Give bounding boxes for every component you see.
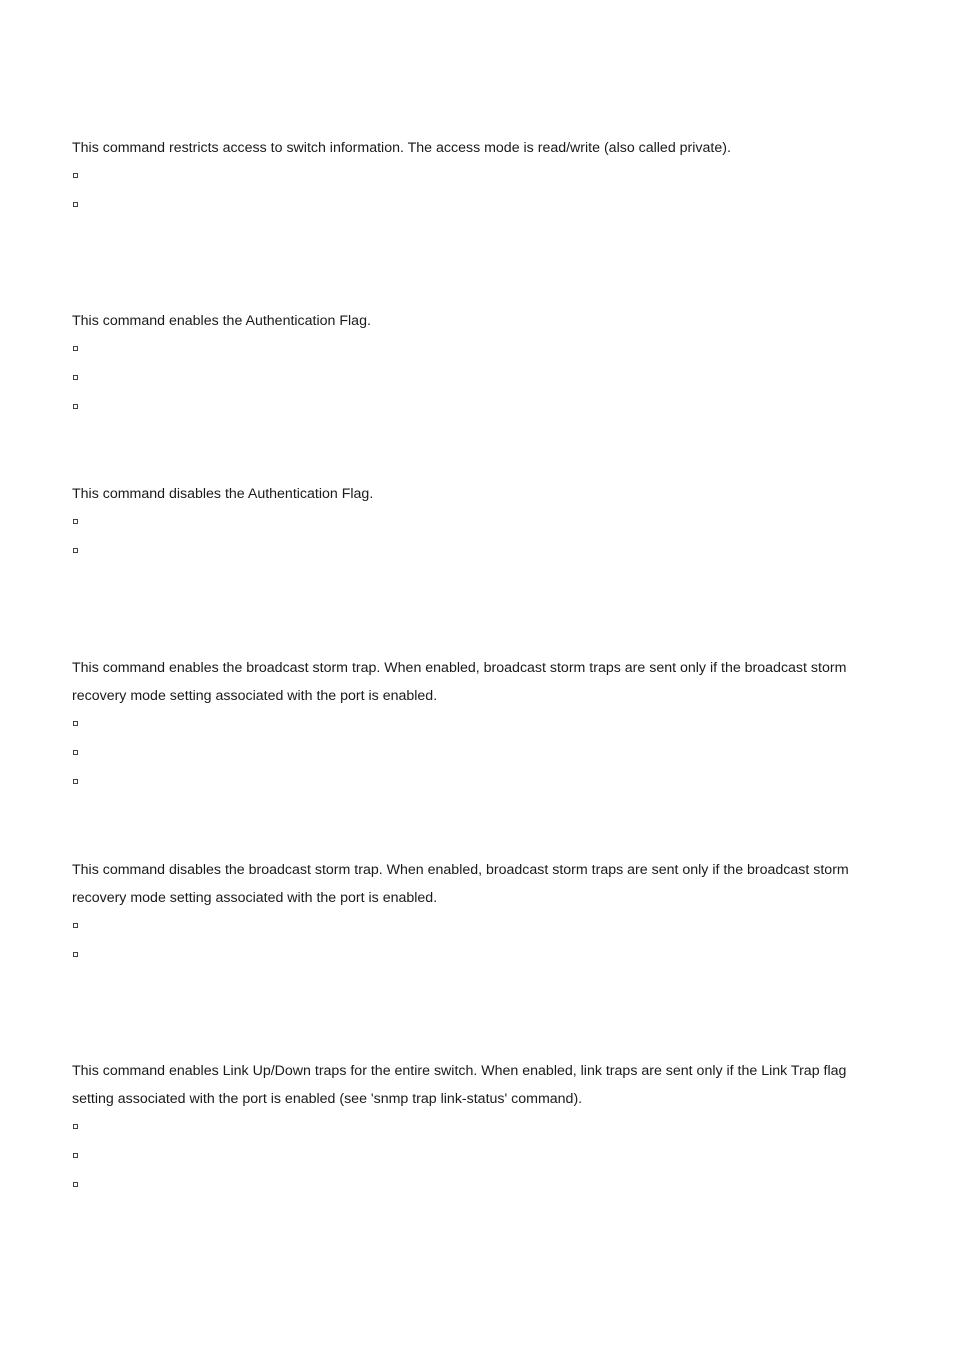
- list-item: [72, 162, 872, 191]
- list-item: [72, 1171, 872, 1200]
- section-auth-flag-enable: [72, 307, 872, 422]
- list-item: [72, 1142, 872, 1171]
- section-broadcast-storm-enable: [72, 654, 872, 797]
- square-bullet-icon: [73, 1182, 78, 1187]
- square-bullet-icon: [73, 923, 78, 928]
- square-bullet-icon: [73, 202, 78, 207]
- list-item: [72, 191, 872, 220]
- section-description: This command disables the broadcast storm trap. When enabled, broadcast storm traps are sent only if the broadcast storm recovery mode setting associated with the port is enabled.: [72, 862, 849, 906]
- square-bullet-icon: [73, 346, 78, 351]
- square-bullet-icon: [73, 1124, 78, 1129]
- list-item: [72, 537, 872, 566]
- list-item: [72, 364, 872, 393]
- square-bullet-icon: [73, 1153, 78, 1158]
- section-description: This command enables Link Up/Down traps for the entire switch. When enabled, link traps are sent only if the Link Trap flag setting associated with the port is enabled (see 'snmp trap link-status' command).: [72, 1063, 847, 1107]
- square-bullet-icon: [73, 375, 78, 380]
- section-auth-flag-disable: [72, 480, 872, 566]
- section-broadcast-storm-disable: [72, 856, 872, 970]
- section-description: This command disables the Authentication Flag.: [72, 486, 374, 502]
- bullet-list: [72, 508, 872, 566]
- square-bullet-icon: [73, 750, 78, 755]
- list-item: [72, 941, 872, 970]
- list-item: [72, 739, 872, 768]
- list-item: [72, 710, 872, 739]
- list-item: [72, 335, 872, 364]
- section-description: This command restricts access to switch information. The access mode is read/write (also called private).: [72, 140, 731, 156]
- section-description: This command enables the Authentication Flag.: [72, 313, 371, 329]
- section-access-mode: [72, 134, 872, 220]
- square-bullet-icon: [73, 404, 78, 409]
- bullet-list: [72, 162, 872, 220]
- square-bullet-icon: [73, 519, 78, 524]
- bullet-list: [72, 710, 872, 797]
- section-description: This command enables the broadcast storm trap. When enabled, broadcast storm traps are sent only if the broadcast storm recovery mode setting associated with the port is enabled.: [72, 660, 847, 704]
- bullet-list: [72, 335, 872, 422]
- square-bullet-icon: [73, 721, 78, 726]
- list-item: [72, 393, 872, 422]
- square-bullet-icon: [73, 173, 78, 178]
- square-bullet-icon: [73, 779, 78, 784]
- list-item: [72, 912, 872, 941]
- bullet-list: [72, 1113, 872, 1200]
- section-link-traps-enable: [72, 1057, 872, 1200]
- bullet-list: [72, 912, 872, 970]
- square-bullet-icon: [73, 548, 78, 553]
- square-bullet-icon: [73, 952, 78, 957]
- list-item: [72, 508, 872, 537]
- list-item: [72, 768, 872, 797]
- list-item: [72, 1113, 872, 1142]
